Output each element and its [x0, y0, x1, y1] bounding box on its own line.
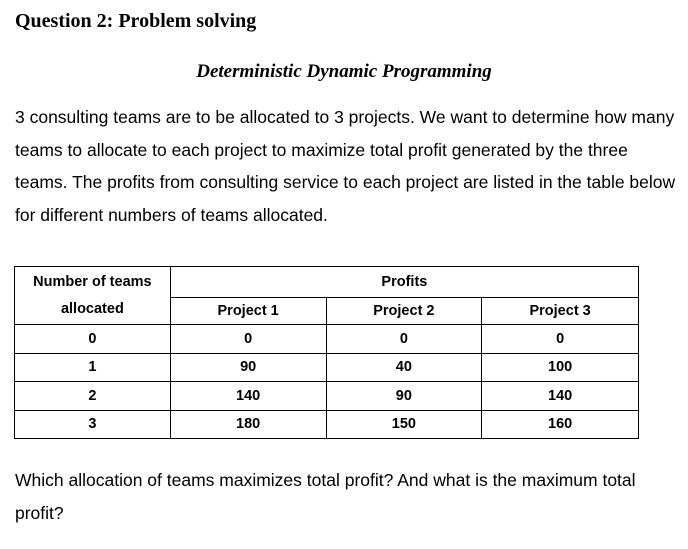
- row-header-line1: Number of teams: [33, 273, 152, 290]
- profit-cell: 140: [170, 382, 326, 411]
- column-header: Project 3: [482, 298, 639, 325]
- column-header: Project 2: [326, 298, 482, 325]
- profit-cell: 100: [482, 353, 639, 382]
- profit-cell: 90: [326, 382, 482, 411]
- profit-cell: 0: [326, 325, 482, 354]
- profit-cell: 90: [170, 353, 326, 382]
- teams-cell: 1: [15, 353, 171, 382]
- table-row: [15, 382, 639, 411]
- profit-cell: 160: [482, 410, 639, 439]
- question-title: Question 2: Problem solving: [15, 10, 257, 32]
- section-subtitle: Deterministic Dynamic Programming: [196, 61, 492, 82]
- intro-paragraph: 3 consulting teams are to be allocated to 3 projects. We want to determine how many teams to allocate to each project to maximize total profit generated by the three teams. The profits from consulting service to each project are listed in the table below for different numbers of teams allocated.: [15, 107, 676, 225]
- profits-table: [14, 266, 639, 439]
- table-row: [15, 410, 639, 439]
- teams-cell: 3: [15, 410, 171, 439]
- group-header-profits: Profits: [170, 267, 638, 298]
- profit-cell: 140: [482, 382, 639, 411]
- column-header: Project 1: [170, 298, 326, 325]
- profit-cell: 150: [326, 410, 482, 439]
- profit-cell: 40: [326, 353, 482, 382]
- row-header-line2: allocated: [60, 300, 124, 317]
- question-text: Which allocation of teams maximizes total profit? And what is the maximum total profit?: [15, 470, 636, 523]
- profit-cell: 0: [170, 325, 326, 354]
- teams-cell: 2: [15, 382, 171, 411]
- table-row: [15, 325, 639, 354]
- teams-cell: 0: [15, 325, 171, 354]
- profit-cell: 0: [482, 325, 639, 354]
- profit-cell: 180: [170, 410, 326, 439]
- table-row: [15, 353, 639, 382]
- table-header-row: [15, 267, 639, 298]
- row-header-cell: [15, 267, 171, 325]
